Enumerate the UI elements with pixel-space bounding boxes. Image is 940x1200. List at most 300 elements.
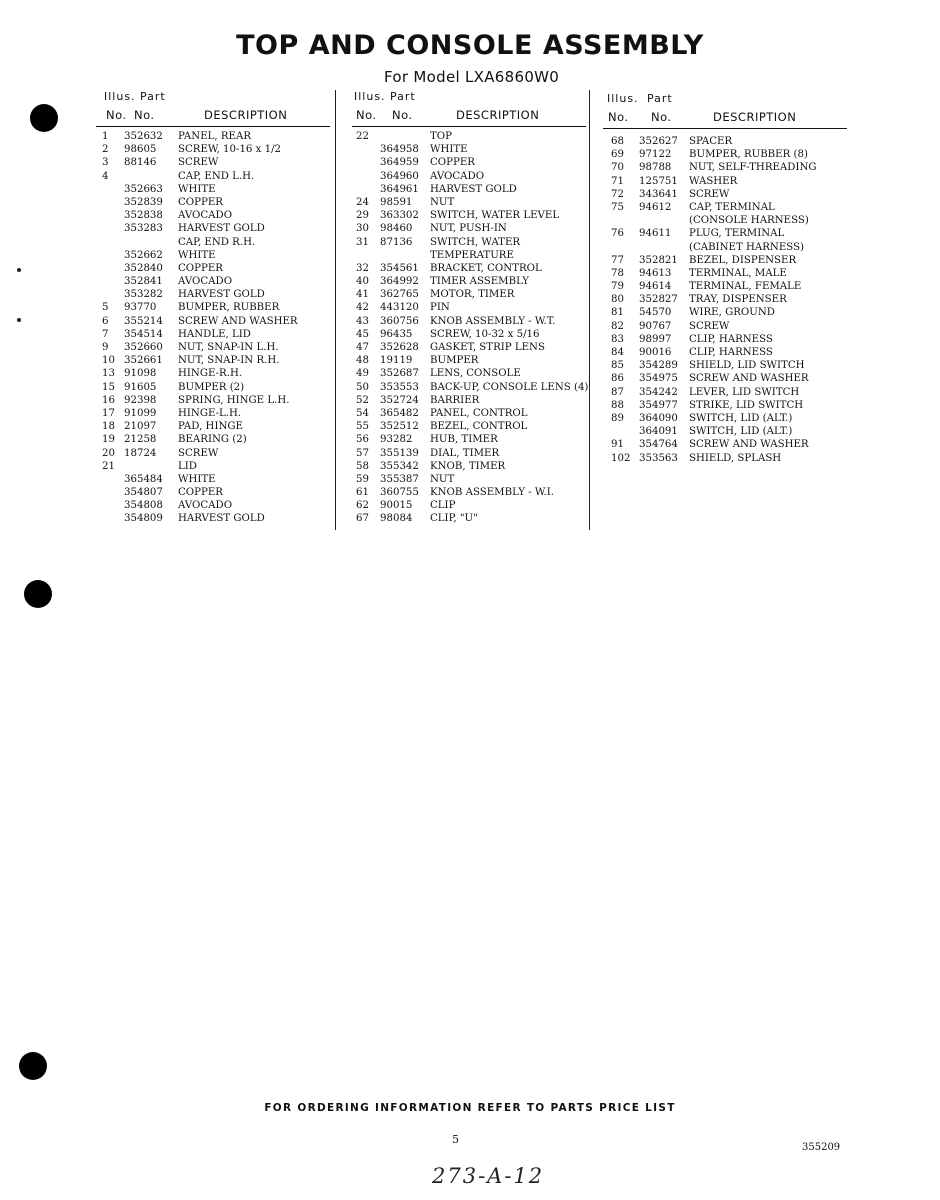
part-row	[352, 499, 586, 512]
part-number: 354975	[639, 373, 678, 385]
part-description: CAP, END R.H.	[178, 236, 256, 248]
part-row	[603, 372, 847, 385]
part-number: 98605	[124, 144, 157, 156]
illus-number: 79	[611, 281, 624, 293]
illus-number: 13	[102, 368, 115, 380]
illus-number: 78	[611, 267, 624, 279]
part-number: 354809	[124, 513, 163, 525]
illus-no-header: No.	[608, 110, 629, 124]
description-header: DESCRIPTION	[456, 108, 540, 122]
illus-number: 15	[102, 381, 115, 393]
part-number: 92398	[124, 394, 157, 406]
illus-number: 5	[102, 302, 109, 314]
parts-column-1	[96, 88, 330, 526]
part-description: BUMPER	[430, 355, 479, 367]
part-description: WIRE, GROUND	[689, 307, 775, 319]
part-row	[352, 394, 586, 407]
part-row	[96, 156, 330, 169]
part-number: 354561	[380, 262, 419, 274]
scan-speck	[17, 268, 21, 272]
part-description: TOP	[430, 131, 453, 142]
part-row	[352, 473, 586, 486]
part-row	[96, 367, 330, 380]
illus-number: 84	[611, 347, 624, 358]
part-row	[352, 236, 586, 249]
part-row	[352, 486, 586, 499]
part-header: Part	[140, 90, 166, 103]
part-number: 94612	[639, 201, 672, 213]
illus-number: 19	[102, 434, 115, 446]
illus-number: 49	[356, 368, 369, 380]
part-row	[352, 249, 586, 262]
part-row	[603, 280, 847, 293]
part-row	[96, 275, 330, 288]
part-description: SCREW	[689, 188, 730, 200]
part-number: 98788	[639, 162, 672, 174]
part-row	[603, 359, 847, 372]
part-row	[603, 175, 847, 188]
part-description: DIAL, TIMER	[430, 447, 500, 459]
part-row	[603, 161, 847, 174]
part-description: CLIP	[430, 500, 456, 512]
part-row	[352, 183, 586, 196]
part-description: CLIP, HARNESS	[689, 347, 773, 358]
part-description: WHITE	[178, 249, 216, 261]
illus-number: 52	[356, 394, 369, 406]
part-row	[352, 367, 586, 380]
part-description: WHITE	[430, 144, 468, 156]
part-description: SCREW AND WASHER	[689, 373, 809, 385]
illus-number: 24	[356, 196, 369, 208]
part-row	[603, 254, 847, 267]
part-row	[352, 209, 586, 222]
part-description: TRAY, DISPENSER	[689, 294, 787, 306]
illus-number: 2	[102, 144, 109, 156]
part-number: 354764	[639, 439, 678, 451]
column-header	[603, 90, 847, 129]
illus-number: 81	[611, 307, 624, 319]
part-number: 94613	[639, 267, 672, 279]
illus-number: 71	[611, 175, 624, 187]
part-description: SCREW, 10-16 x 1/2	[178, 144, 282, 156]
description-header: DESCRIPTION	[204, 108, 288, 122]
column-header	[352, 88, 586, 127]
part-row	[96, 407, 330, 420]
illus-number: 83	[611, 333, 624, 345]
part-description: PAD, HINGE	[178, 421, 243, 433]
column-divider	[335, 90, 336, 530]
part-description: KNOB, TIMER	[430, 460, 506, 472]
part-description: SCREW, 10-32 x 5/16	[430, 328, 540, 340]
handwritten-note: 273-A-12	[432, 1164, 545, 1188]
illus-header: Illus.	[607, 92, 639, 105]
illus-number: 16	[102, 394, 115, 406]
parts-list	[96, 130, 330, 526]
part-row	[352, 143, 586, 156]
part-description: NUT, SNAP-IN R.H.	[178, 355, 280, 367]
part-description: HINGE-R.H.	[178, 368, 243, 380]
part-description: CAP, TERMINAL	[689, 201, 775, 213]
part-description: HUB, TIMER	[430, 434, 498, 446]
part-number: 354289	[639, 360, 678, 372]
part-number: 98460	[380, 223, 413, 235]
part-row	[352, 433, 586, 446]
part-row	[352, 156, 586, 169]
part-number: 343641	[639, 188, 678, 200]
part-row	[96, 222, 330, 235]
illus-number: 58	[356, 460, 369, 472]
part-row	[603, 227, 847, 240]
part-number: 365484	[124, 473, 163, 485]
part-description: SCREW	[178, 157, 219, 169]
illus-number: 41	[356, 289, 369, 301]
part-row	[352, 460, 586, 473]
part-row	[603, 201, 847, 214]
part-no-header: No.	[134, 108, 155, 122]
illus-number: 77	[611, 254, 624, 266]
part-number: 353553	[380, 381, 419, 393]
part-number: 94614	[639, 281, 672, 293]
illus-number: 76	[611, 228, 624, 240]
part-header: Part	[390, 90, 416, 103]
illus-number: 31	[356, 236, 369, 248]
part-number: 364961	[380, 183, 419, 195]
parts-column-2	[352, 88, 589, 526]
part-row	[603, 267, 847, 280]
part-number: 98591	[380, 196, 413, 208]
illus-number: 32	[356, 262, 369, 274]
part-description: SWITCH, WATER LEVEL	[430, 210, 560, 222]
binder-hole-1	[30, 104, 58, 132]
illus-number: 85	[611, 360, 624, 372]
part-no-header: No.	[651, 110, 672, 124]
part-number: 353282	[124, 289, 163, 301]
part-description: BRACKET, CONTROL	[430, 262, 542, 274]
part-number: 352687	[380, 368, 419, 380]
part-description: LENS, CONSOLE	[430, 368, 521, 380]
page-number: 5	[452, 1133, 459, 1146]
part-description: SWITCH, WATER	[430, 236, 521, 248]
part-number: 352827	[639, 294, 678, 306]
parts-column-3	[603, 88, 847, 465]
part-description: SWITCH, LID (ALT.)	[689, 412, 793, 424]
part-description: MOTOR, TIMER	[430, 289, 515, 301]
binder-hole-3	[19, 1052, 47, 1080]
part-number: 353283	[124, 223, 163, 235]
part-description: BUMPER (2)	[178, 381, 245, 393]
part-number: 353563	[639, 452, 678, 464]
illus-number: 20	[102, 447, 115, 459]
illus-number: 10	[102, 355, 115, 367]
part-number: 352724	[380, 394, 419, 406]
part-number: 21258	[124, 434, 157, 446]
part-number: 88146	[124, 157, 157, 169]
illus-number: 21	[102, 460, 115, 472]
part-description: TEMPERATURE	[430, 249, 514, 261]
binder-hole-2	[24, 580, 52, 608]
part-row	[96, 249, 330, 262]
part-row	[96, 433, 330, 446]
part-number: 355342	[380, 460, 419, 472]
part-row	[352, 420, 586, 433]
part-number: 352661	[124, 355, 163, 367]
part-row	[96, 460, 330, 473]
illus-number: 82	[611, 320, 624, 332]
part-description: PIN	[430, 302, 450, 314]
part-description: SHIELD, SPLASH	[689, 452, 782, 464]
part-number: 352512	[380, 421, 419, 433]
part-row	[603, 293, 847, 306]
part-row	[352, 130, 586, 143]
part-row	[96, 328, 330, 341]
illus-number: 47	[356, 342, 369, 353]
part-number: 352839	[124, 196, 163, 208]
part-number: 97122	[639, 149, 672, 161]
parts-list	[352, 130, 589, 526]
part-row	[96, 236, 330, 249]
part-number: 352821	[639, 254, 678, 266]
part-row	[603, 333, 847, 346]
illus-number: 91	[611, 439, 624, 451]
part-number: 96435	[380, 328, 413, 340]
part-description: SCREW AND WASHER	[689, 439, 809, 451]
part-row	[96, 196, 330, 209]
part-description: BARRIER	[430, 394, 480, 406]
part-description: STRIKE, LID SWITCH	[689, 399, 804, 411]
illus-no-header: No.	[356, 108, 377, 122]
part-description: SPACER	[689, 136, 733, 147]
column-divider	[589, 90, 590, 530]
part-no-header: No.	[392, 108, 413, 122]
part-number: 90016	[639, 347, 672, 358]
part-number: 352662	[124, 249, 163, 261]
part-description: BEZEL, DISPENSER	[689, 254, 797, 266]
part-row	[352, 354, 586, 367]
part-row	[603, 214, 847, 227]
part-number: 352840	[124, 262, 163, 274]
part-number: 365482	[380, 407, 419, 419]
part-row	[352, 447, 586, 460]
part-row	[352, 301, 586, 314]
part-number: 125751	[639, 175, 678, 187]
part-row	[603, 438, 847, 451]
part-description: TERMINAL, MALE	[689, 267, 787, 279]
part-row	[96, 262, 330, 275]
part-row	[603, 399, 847, 412]
part-number: 354514	[124, 328, 163, 340]
part-description: PANEL, REAR	[178, 131, 252, 142]
illus-number: 3	[102, 157, 109, 169]
part-description: BEARING (2)	[178, 434, 247, 446]
illus-number: 40	[356, 276, 369, 288]
illus-number: 80	[611, 294, 624, 306]
parts-list	[603, 135, 847, 465]
part-description: SCREW	[178, 447, 219, 459]
part-row	[603, 148, 847, 161]
part-description: HINGE-L.H.	[178, 407, 242, 419]
part-number: 354807	[124, 487, 163, 499]
part-description: (CABINET HARNESS)	[689, 241, 805, 253]
part-description: COPPER	[178, 196, 223, 208]
part-number: 360756	[380, 315, 419, 327]
part-number: 352838	[124, 210, 163, 222]
part-row	[352, 328, 586, 341]
part-description: CAP, END L.H.	[178, 170, 255, 182]
part-number: 19119	[380, 355, 413, 367]
illus-number: 68	[611, 136, 624, 147]
part-row	[96, 341, 330, 354]
part-row	[603, 425, 847, 438]
illus-number: 62	[356, 500, 369, 512]
illus-number: 45	[356, 328, 369, 340]
part-description: CLIP, HARNESS	[689, 333, 773, 345]
part-row	[352, 170, 586, 183]
part-description: COPPER	[178, 262, 223, 274]
part-header: Part	[647, 92, 673, 105]
part-number: 91099	[124, 407, 157, 419]
part-row	[603, 306, 847, 319]
part-row	[96, 183, 330, 196]
part-number: 18724	[124, 447, 157, 459]
part-number: 363302	[380, 210, 419, 222]
illus-number: 102	[611, 452, 631, 464]
part-description: BUMPER, RUBBER (8)	[689, 149, 808, 161]
illus-number: 17	[102, 407, 115, 419]
part-row	[96, 301, 330, 314]
part-row	[352, 222, 586, 235]
illus-header: Illus.	[354, 90, 386, 103]
part-number: 443120	[380, 302, 419, 314]
part-description: WHITE	[178, 473, 216, 485]
part-row	[96, 354, 330, 367]
description-header: DESCRIPTION	[713, 110, 797, 124]
part-number: 354977	[639, 399, 678, 411]
document-number: 355209	[802, 1142, 841, 1153]
part-number: 355214	[124, 315, 163, 327]
part-row	[96, 420, 330, 433]
illus-number: 61	[356, 487, 369, 499]
illus-number: 59	[356, 473, 369, 485]
part-number: 91605	[124, 381, 157, 393]
part-description: TIMER ASSEMBLY	[430, 276, 529, 288]
part-number: 94611	[639, 228, 672, 240]
illus-number: 9	[102, 342, 109, 353]
part-row	[352, 275, 586, 288]
part-description: SCREW	[689, 320, 730, 332]
part-row	[96, 447, 330, 460]
part-number: 352627	[639, 136, 678, 147]
part-row	[96, 473, 330, 486]
illus-number: 86	[611, 373, 624, 385]
illus-number: 43	[356, 315, 369, 327]
part-description: HARVEST GOLD	[178, 513, 265, 525]
part-number: 355387	[380, 473, 419, 485]
part-number: 91098	[124, 368, 157, 380]
illus-number: 70	[611, 162, 624, 174]
illus-number: 87	[611, 386, 624, 398]
part-number: 352841	[124, 276, 163, 288]
illus-number: 48	[356, 355, 369, 367]
part-number: 355139	[380, 447, 419, 459]
column-header	[96, 88, 330, 127]
part-description: LEVER, LID SWITCH	[689, 386, 800, 398]
illus-number: 72	[611, 188, 624, 200]
illus-number: 1	[102, 131, 109, 142]
illus-number: 42	[356, 302, 369, 314]
part-number: 354242	[639, 386, 678, 398]
part-row	[352, 407, 586, 420]
part-description: PLUG, TERMINAL	[689, 228, 785, 240]
scan-speck	[17, 318, 21, 322]
part-number: 90767	[639, 320, 672, 332]
part-number: 352663	[124, 183, 163, 195]
part-row	[96, 394, 330, 407]
part-number: 93282	[380, 434, 413, 446]
part-row	[96, 499, 330, 512]
part-description: SPRING, HINGE L.H.	[178, 394, 290, 406]
part-number: 21097	[124, 421, 157, 433]
part-row	[603, 386, 847, 399]
part-row	[96, 143, 330, 156]
part-description: NUT, SNAP-IN L.H.	[178, 342, 279, 353]
part-description: KNOB ASSEMBLY - W.I.	[430, 487, 555, 499]
part-number: 87136	[380, 236, 413, 248]
part-description: HARVEST GOLD	[178, 289, 265, 301]
part-number: 362765	[380, 289, 419, 301]
part-description: CLIP, "U"	[430, 513, 478, 525]
part-row	[96, 315, 330, 328]
part-number: 364960	[380, 170, 419, 182]
illus-number: 54	[356, 407, 369, 419]
part-row	[96, 512, 330, 525]
illus-number: 7	[102, 328, 109, 340]
part-description: TERMINAL, FEMALE	[689, 281, 802, 293]
part-row	[96, 486, 330, 499]
part-row	[603, 320, 847, 333]
part-row	[96, 288, 330, 301]
illus-number: 55	[356, 421, 369, 433]
illus-number: 22	[356, 131, 369, 142]
part-description: HARVEST GOLD	[430, 183, 517, 195]
ordering-note: FOR ORDERING INFORMATION REFER TO PARTS PRICE LIST	[264, 1102, 676, 1114]
part-number: 364959	[380, 157, 419, 169]
part-number: 54570	[639, 307, 672, 319]
part-number: 90015	[380, 500, 413, 512]
part-description: WASHER	[689, 175, 738, 187]
part-description: AVOCADO	[178, 500, 233, 512]
part-row	[96, 209, 330, 222]
part-description: (CONSOLE HARNESS)	[689, 215, 809, 227]
part-description: AVOCADO	[178, 210, 233, 222]
part-description: AVOCADO	[430, 170, 485, 182]
part-description: NUT, SELF-THREADING	[689, 162, 817, 174]
part-row	[603, 188, 847, 201]
part-description: BEZEL, CONTROL	[430, 421, 528, 433]
part-row	[352, 381, 589, 394]
illus-number: 69	[611, 149, 624, 161]
illus-number: 29	[356, 210, 369, 222]
part-number: 364958	[380, 144, 419, 156]
part-description: NUT	[430, 473, 455, 485]
part-row	[96, 130, 330, 143]
part-row	[352, 288, 586, 301]
part-description: LID	[178, 460, 197, 472]
illus-number: 6	[102, 315, 109, 327]
part-row	[603, 241, 847, 254]
part-description: NUT, PUSH-IN	[430, 223, 507, 235]
part-description: SHIELD, LID SWITCH	[689, 360, 805, 372]
part-number: 364091	[639, 426, 678, 438]
